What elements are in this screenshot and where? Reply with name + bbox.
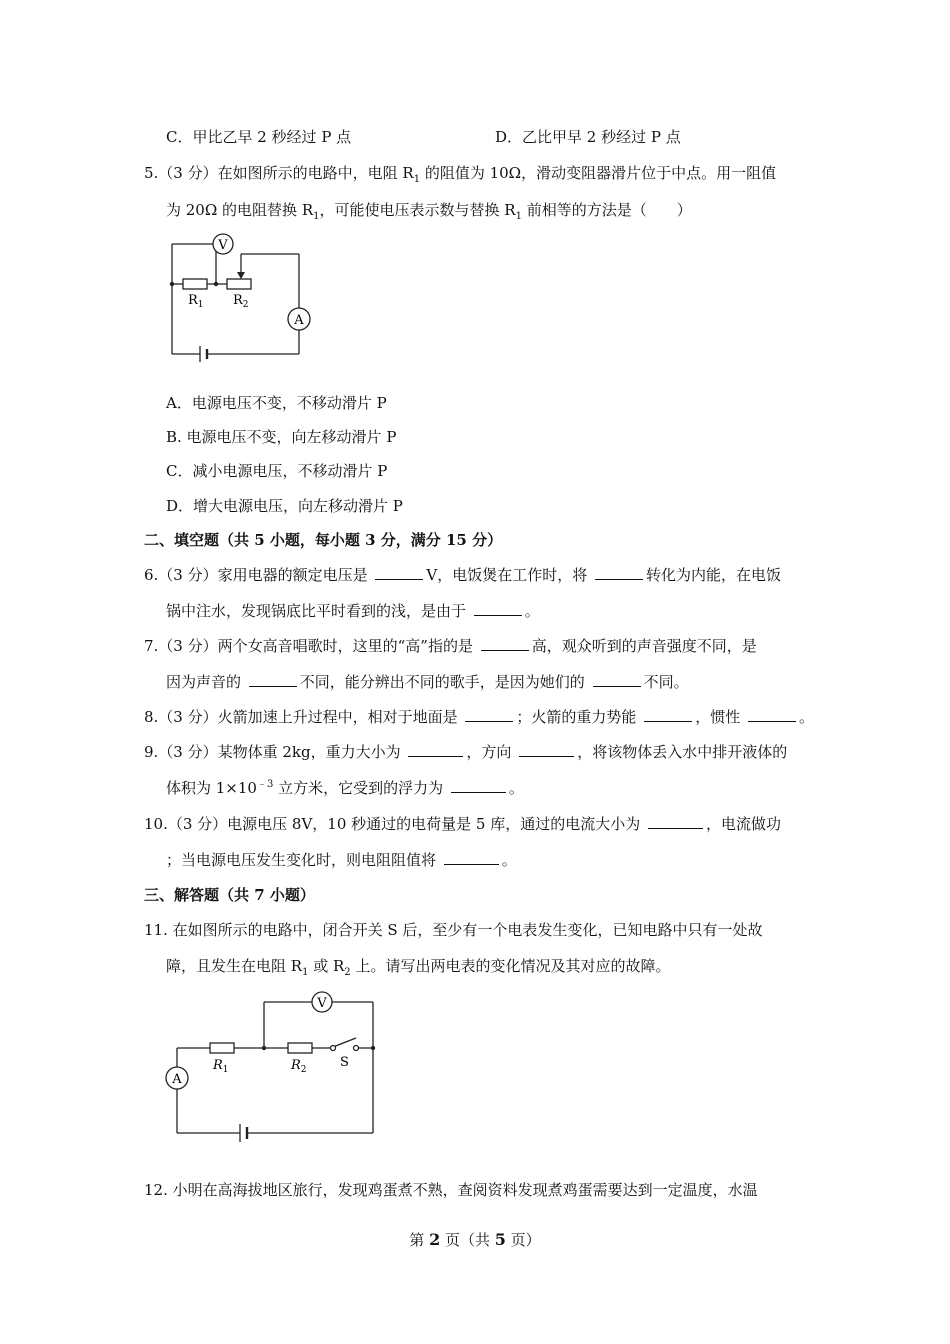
- q5-option-c: C．减小电源电压，不移动滑片 P: [166, 462, 388, 480]
- q6-blank-1[interactable]: [375, 565, 423, 580]
- section-3-heading: 三、解答题（共 7 小题）: [144, 886, 315, 904]
- q5-option-b: B. 电源电压不变，向左移动滑片 P: [166, 428, 397, 446]
- page-number: 2: [429, 1230, 441, 1249]
- q7-line1: 7.（3 分）两个女高音唱歌时，这里的“高”指的是 高，观众听到的声音强度不同，是: [144, 637, 757, 655]
- q6-line1: 6.（3 分）家用电器的额定电压是 V，电饭煲在工作时，将 转化为内能，在电饭: [144, 566, 782, 584]
- q5-voltmeter-label: V: [218, 238, 228, 253]
- q7-line2: 因为声音的 不同，能分辨出不同的歌手，是因为她们的 不同。: [166, 673, 689, 691]
- q12-line1: 12. 小明在高海拔地区旅行，发现鸡蛋煮不熟，查阅资料发现煮鸡蛋需要达到一定温度，水温: [144, 1181, 758, 1199]
- q8-blank-1[interactable]: [465, 707, 513, 722]
- q4-option-c: C．甲比乙早 2 秒经过 P 点: [166, 128, 352, 146]
- page-footer: 第 2 页（共 5 页）: [409, 1230, 541, 1249]
- q8-blank-2[interactable]: [644, 707, 692, 722]
- q5-ammeter-label: A: [294, 313, 304, 328]
- q5-slider-arrow: [237, 272, 245, 279]
- q7-blank-3[interactable]: [593, 672, 641, 687]
- q6-blank-3[interactable]: [474, 601, 522, 616]
- q8-blank-3[interactable]: [748, 707, 796, 722]
- q11-switch-blade: [333, 1038, 356, 1047]
- q7-blank-2[interactable]: [249, 672, 297, 687]
- q5-r1-label: $R_1$: [188, 293, 204, 310]
- q11-line2: 障，且发生在电阻 $R_1$ 或 $R_2$ 上。请写出两电表的变化情况及其对应的故障。: [166, 957, 671, 978]
- q5-stem-line2: 为 20Ω 的电阻替换 $R_1$，可能使电压表示数与替换 $R_1$ 前相等的方法是（ ）: [166, 201, 692, 222]
- q9-line1: 9.（3 分）某物体重 2kg，重力大小为 ，方向 ，将该物体丢入水中排开液体的: [144, 743, 788, 761]
- q7-blank-1[interactable]: [481, 636, 529, 651]
- q11-switch-contact-left: [331, 1046, 336, 1051]
- section-2-heading: 二、填空题（共 5 小题，每小题 3 分，满分 15 分）: [144, 531, 503, 549]
- q4-option-d: D．乙比甲早 2 秒经过 P 点: [495, 128, 681, 146]
- q6-line2: 锅中注水，发现锅底比平时看到的浅，是由于 。: [166, 602, 540, 620]
- q11-voltmeter-label: V: [317, 996, 327, 1011]
- page-total: 5: [494, 1230, 506, 1249]
- q11-line1: 11. 在如图所示的电路中，闭合开关 S 后，至少有一个电表发生变化，已知电路中只有一处故: [144, 921, 763, 939]
- q5-option-d: D．增大电源电压，向左移动滑片 P: [166, 497, 403, 515]
- q10-blank-1[interactable]: [648, 814, 703, 829]
- q5-resistor-r1: [183, 279, 207, 289]
- q9-blank-1[interactable]: [408, 742, 463, 757]
- q9-blank-3[interactable]: [451, 778, 506, 793]
- q11-ammeter-label: A: [172, 1072, 182, 1087]
- q10-line1: 10.（3 分）电源电压 8V，10 秒通过的电荷量是 5 库，通过的电流大小为 ，电流做功: [144, 815, 782, 833]
- q11-r1-label: $R_1$: [213, 1058, 229, 1075]
- q5-stem-line1: 5.（3 分）在如图所示的电路中，电阻 $R_1$ 的阻值为 10Ω，滑动变阻器滑片位于中点。用一阻值: [144, 164, 777, 185]
- q5-rheostat-r2: [227, 279, 251, 289]
- q6-blank-2[interactable]: [595, 565, 643, 580]
- q11-switch-label: S: [340, 1055, 349, 1070]
- q11-r2-label: $R_2$: [291, 1058, 307, 1075]
- q10-line2: ；当电源电压发生变化时，则电阻阻值将 。: [166, 851, 517, 869]
- q9-blank-2[interactable]: [519, 742, 574, 757]
- q5-option-a: A．电源电压不变，不移动滑片 P: [166, 394, 387, 412]
- q5-circuit-diagram: [165, 232, 315, 362]
- q10-blank-2[interactable]: [444, 850, 499, 865]
- q8-line: 8.（3 分）火箭加速上升过程中，相对于地面是 ；火箭的重力势能 ，惯性 。: [144, 708, 814, 726]
- q9-line2: 体积为 $1\times 10^{﹣3}$ 立方米，它受到的浮力为 。: [166, 779, 524, 797]
- q5-r2-label: $R_2$: [233, 293, 249, 310]
- q11-resistor-r2: [288, 1043, 312, 1053]
- q11-circuit-diagram: [160, 992, 390, 1142]
- q11-switch-contact-right: [354, 1046, 359, 1051]
- q11-resistor-r1: [210, 1043, 234, 1053]
